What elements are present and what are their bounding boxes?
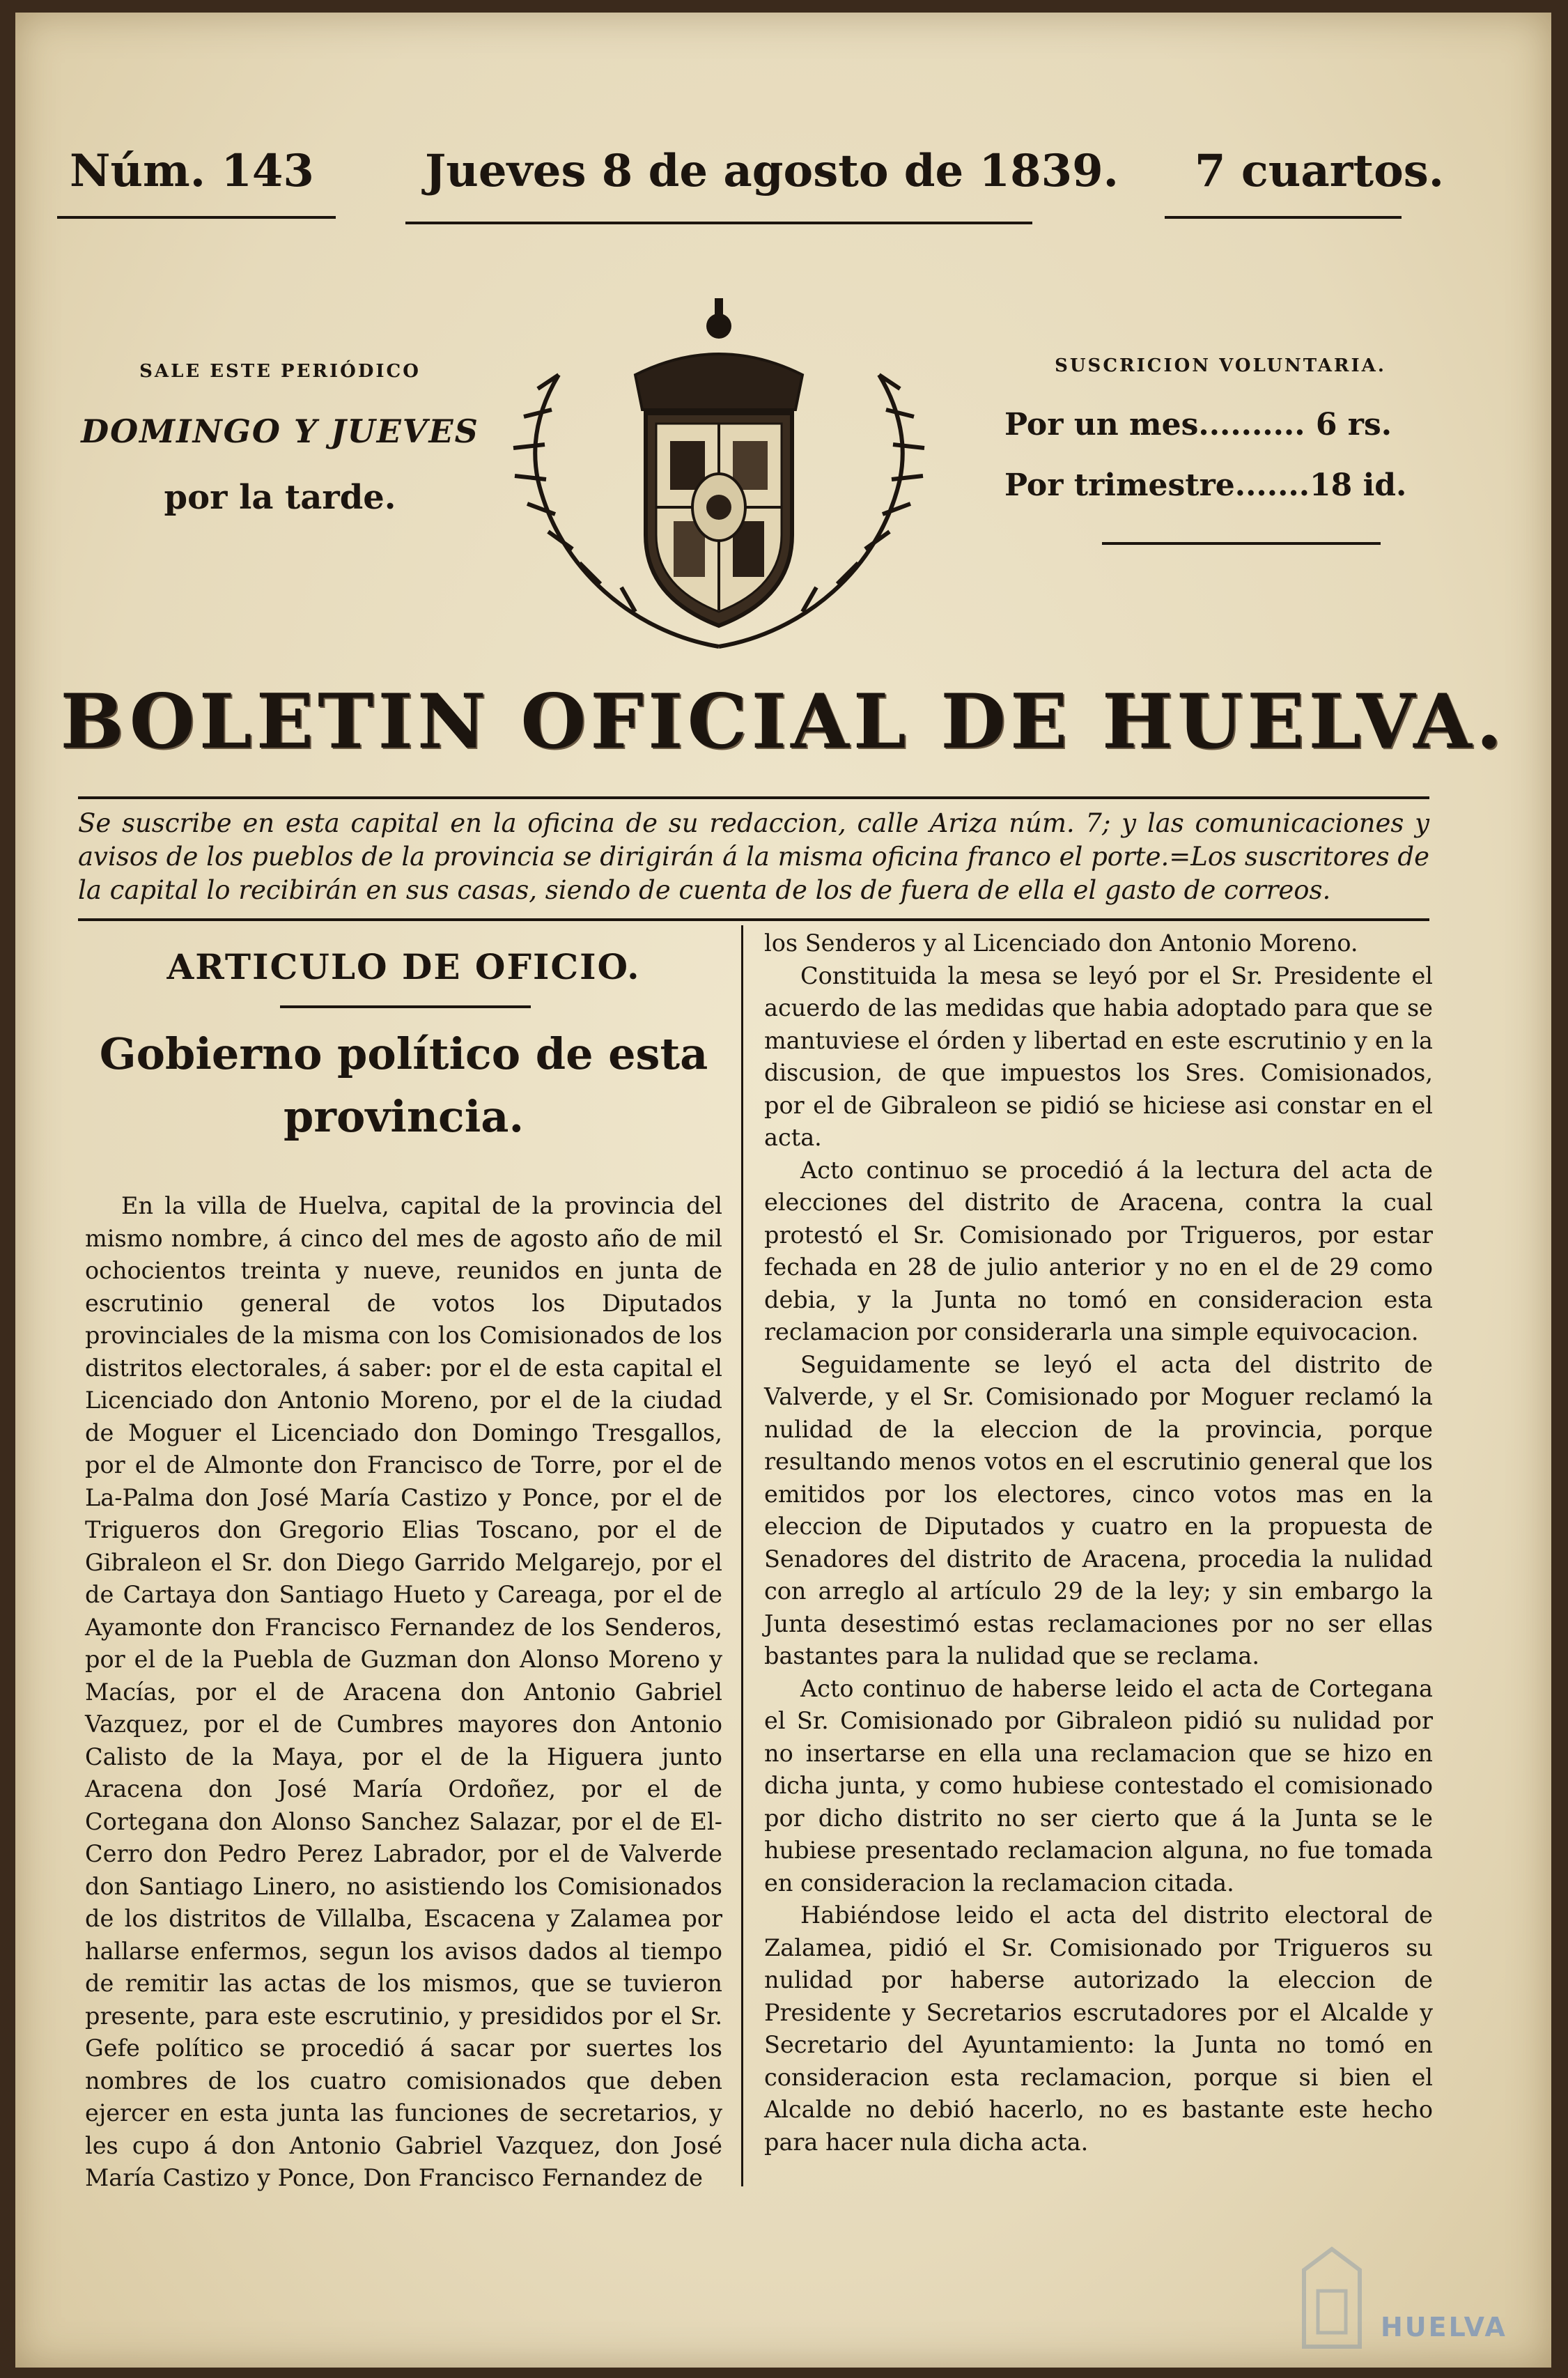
issue-date: Jueves 8 de agosto de 1839. bbox=[425, 145, 1119, 197]
archive-stamp-text: HUELVA bbox=[1381, 2312, 1507, 2342]
subscription-label: SUSCRICION VOLUNTARIA. bbox=[1055, 355, 1386, 376]
article-heading: Gobierno político de esta provincia. bbox=[99, 1028, 708, 1142]
newspaper-title: BOLETIN OFICIAL DE HUELVA. bbox=[60, 678, 1507, 766]
masthead-rule-right bbox=[1165, 216, 1402, 219]
left-column bbox=[85, 1190, 722, 2195]
subscription-rule bbox=[1102, 542, 1381, 545]
newspaper-page bbox=[15, 13, 1551, 2368]
issue-number: Núm. 143 bbox=[70, 145, 314, 197]
masthead-rule-left bbox=[57, 216, 336, 219]
subscription-month: Por un mes.......... 6 rs. bbox=[1004, 407, 1392, 442]
right-paragraph-3: Acto continuo se procedió á la lectura del acta de elecciones del distrito de Aracena, contra la cual protestó el Sr. Comisionado por Trigueros, por estar fechada en 28 de julio anterior y no en el de 29 como debia, y la Junta no tomó en consideracion esta reclamacion por considerarla una simple equivocacion. bbox=[764, 1156, 1433, 1345]
section-underline bbox=[280, 1005, 531, 1008]
right-paragraph-4: Seguidamente se leyó el acta del distrito de Valverde, y el Sr. Comisionado por Moguer reclamó la nulidad de la eleccion de la provincia, porque resultando menos votos en el escrutinio general que los emitidos por los electores, cinco votos mas en la eleccion de Diputados y cuatro en la propuesta de Senadores del distrito de Aracena, procedia la nulidad con arreglo al artículo 29 de la ley; y sin embargo la Junta desestimó estas reclamaciones por no ser ellas bastantes para la nulidad que se reclama. bbox=[764, 1350, 1433, 1669]
subscription-quarter: Por trimestre.......18 id. bbox=[1004, 468, 1407, 503]
publication-schedule bbox=[71, 361, 489, 517]
right-paragraph-6: Habiéndose leido el acta del distrito electoral de Zalamea, pidió el Sr. Comisionado por Trigueros su nulidad por haberse autorizado la eleccion de Presidente y Secretarios escrutadores por el Alcalde y Secretario del Ayuntamiento: la Junta no tomó en consideracion esta reclamacion, porque si bien el Alcalde no debió hacerlo, no es bastante este hecho para hacer nula dicha acta. bbox=[764, 1901, 1433, 2156]
issue-price: 7 cuartos. bbox=[1195, 145, 1445, 197]
masthead-row bbox=[49, 145, 1445, 222]
schedule-days: DOMINGO Y JUEVES bbox=[81, 412, 479, 450]
schedule-time: por la tarde. bbox=[164, 478, 396, 517]
subscription-notice: Se suscribe en esta capital en la oficina de su redaccion, calle Ariza núm. 7; y las comunicaciones y avisos de los pueblos de la provincia se dirigirán á la misma oficina franco el porte.=Los suscritores de la capital lo recibirán en sus casas, siendo de cuenta de los de fuera de ella el gasto de correos. bbox=[78, 808, 1429, 905]
schedule-label: SALE ESTE PERIÓDICO bbox=[139, 361, 421, 382]
subscription-info bbox=[1004, 355, 1436, 503]
masthead-rule-center bbox=[405, 222, 1032, 224]
right-paragraph-2: Constituida la mesa se leyó por el Sr. Presidente el acuerdo de las medidas que habia adoptado para que se mantuviese el órden y libertad en este escrutinio y en la discusion, de que impuestos los Sres. Comisionados, por el de Gibraleon se pidió se hiciese asi constar en el acta. bbox=[764, 962, 1433, 1151]
right-paragraph-1: los Senderos y al Licenciado don Antonio Moreno. bbox=[764, 929, 1358, 957]
right-column bbox=[764, 927, 1433, 2159]
title-rule bbox=[78, 796, 1429, 799]
left-column-paragraph: En la villa de Huelva, capital de la provincia del mismo nombre, á cinco del mes de agosto año de mil ochocientos treinta y nueve, reunidos en junta de escrutinio general de votos los Diputados provinciales de la misma con los Comisionados de los distritos electorales, á saber: por el de esta capital el Licenciado don Antonio Moreno, por el de la ciudad de Moguer el Licenciado don Domingo Tresgallos, por el de Almonte don Francisco de Torre, por el de La-Palma don José María Castizo y Ponce, por el de Trigueros don Gregorio Elias Toscano, por el de Gibraleon el Sr. don Diego Garrido Melgarejo, por el de Cartaya don Santiago Hueto y Careaga, por el de Ayamonte don Francisco Fernandez de los Senderos, por el de la Puebla de Guzman don Alonso Moreno y Macías, por el de Aracena don Antonio Gabriel Vazquez, por el de Cumbres mayores don Antonio Calisto de la Maya, por el de la Higuera junto Aracena don José María Ordoñez, por el de Cortegana don Alonso Sanchez Salazar, por el de El-Cerro don Pedro Perez Labrador, por el de Valverde don Santiago Linero, no asistiendo los Comisionados de los distritos de Villalba, Escacena y Zalamea por hallarse enfermos, segun los avisos dados al tiempo de remitir las actas de los mismos, que se tuvieron presente, para este escrutinio, y presididos por el Sr. Gefe político se procedió á sacar por suertes los nombres de los cuatro comisionados que deben ejercer en esta junta las funciones de secretarios, y les cupo á don Antonio Gabriel Vazquez, don José María Castizo y Ponce, Don Francisco Fernandez de bbox=[85, 1192, 722, 2191]
section-heading: ARTICULO DE OFICIO. bbox=[166, 946, 641, 987]
notice-rule bbox=[78, 918, 1429, 921]
column-divider bbox=[741, 925, 743, 2186]
coat-of-arms-icon bbox=[496, 270, 942, 661]
right-paragraph-5: Acto continuo de haberse leido el acta de Cortegana el Sr. Comisionado por Gibraleon pidió su nulidad por no insertarse en ella una reclamacion que se hizo en dicha junta, y como hubiese contestado el comisionado por dicho distrito no ser cierto que á la Junta se le hubiese presentado reclamacion alguna, no fue tomada en consideracion la reclamacion citada. bbox=[764, 1674, 1433, 1897]
